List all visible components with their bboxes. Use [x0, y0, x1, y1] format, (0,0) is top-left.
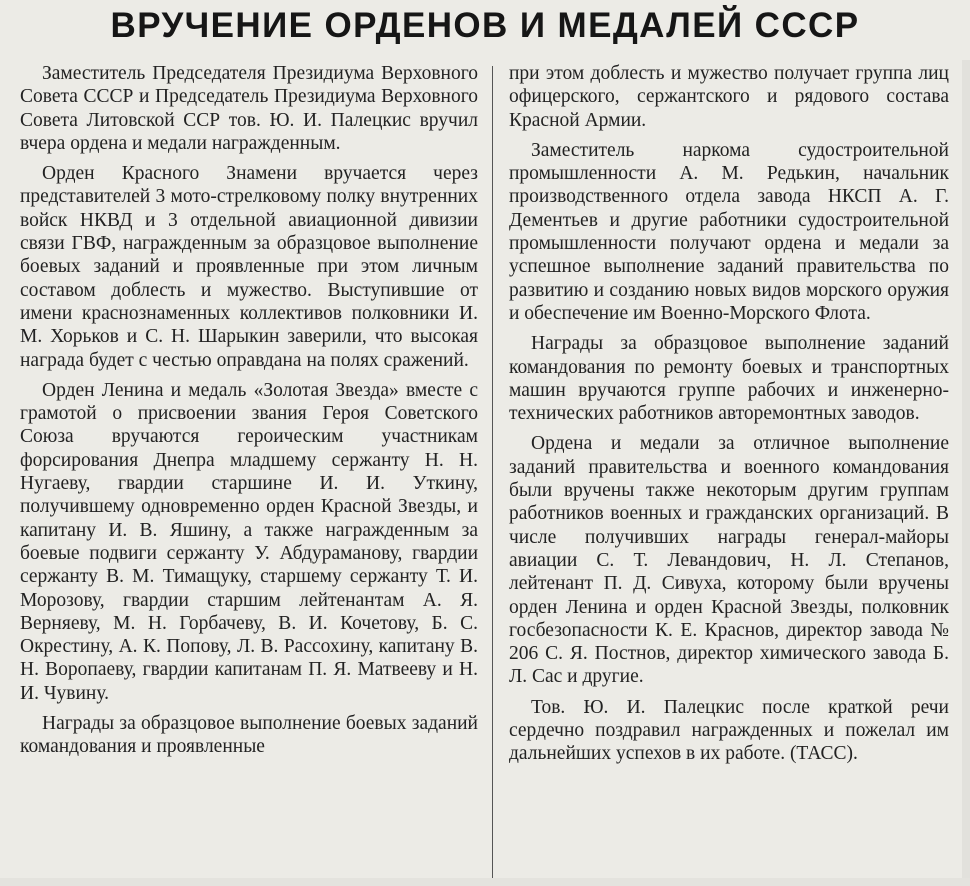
left-column — [20, 62, 478, 766]
paragraph: Ордена и медали за отличное выполнение заданий правительства и военного командования были вручены также некоторым другим группам работников военных и гражданских организаций. В числе получивших награды генерал-майоры авиации С. Т. Левандович, Н. Л. Степанов, лейтенант П. Д. Сивуха, которому были вручены орден Ленина и орден Красной Звезды, полковник госбезопасности К. Е. Краснов, директор завода № 206 С. Я. Постнов, директор химического завода Б. Л. Сас и другие. — [509, 433, 949, 688]
column-divider — [492, 66, 493, 878]
paragraph: Тов. Ю. И. Палецкис после краткой речи сердечно поздравил награжденных и пожелал им дальнейших успехов в их работе. (ТАСС). — [509, 696, 949, 765]
paragraph: при этом доблесть и мужество получает группа лиц офицерского, сержантского и рядового состава Красной Армии. — [509, 63, 949, 131]
right-column — [509, 62, 949, 773]
paragraph: Орден Красного Знамени вручается через представителей 3 мото-стрелковому полку внутренних войск НКВД и 3 отдельной авиационной дивизии связи ГВФ, награжденным за образцовое выполнение боевых заданий и проявленные при этом личным составом доблесть и мужество. Выступившие от имени краснознаменных коллективов полковники И. М. Хорьков и С. Н. Шарыкин заверили, что высокая награда будет с честью оправдана на полях сражений. — [20, 163, 478, 371]
paragraph: Заместитель Председателя Президиума Верховного Совета СССР и Председатель Президиума Верховного Совета Литовской ССР тов. Ю. И. Палецкис вручил вчера ордена и медали награжденным. — [20, 63, 478, 154]
article-headline: ВРУЧЕНИЕ ОРДЕНОВ И МЕДАЛЕЙ СССР — [110, 6, 860, 45]
paragraph: Заместитель наркома судостроительной промышленности А. М. Редькин, начальник производственного отдела завода НКСП А. Г. Дементьев и другие работники судостроительной промышленности получают ордена и медали за успешное выполнение заданий правительства по развитию и созданию новых видов морского оружия и обеспечение им Военно-Морского Флота. — [509, 139, 949, 324]
paragraph: Награды за образцовое выполнение заданий командования по ремонту боевых и транспортных машин вручаются группе рабочих и инженерно-технических работников авторемонтных заводов. — [509, 333, 949, 425]
paragraph: Орден Ленина и медаль «Золотая Звезда» вместе с грамотой о присвоении звания Героя Советского Союза вручаются героическим участникам форсирования Днепра младшему сержанту Н. Н. Нугаеву, гвардии старшине И. И. Уткину, получившему одновременно орден Красной Звезды, и капитану И. В. Яшину, а также награжденным за боевые подвиги сержанту У. Абдураманову, гвардии сержанту В. М. Тимащуку, старшему сержанту Т. И. Морозову, гвардии старшим лейтенантам А. Я. Верняеву, М. Н. Горбачеву, В. И. Кочетову, Б. С. Окрестину, А. К. Попову, Л. В. Рассохину, капитану В. Н. Воропаеву, гвардии капитанам П. Я. Матвееву и Н. И. Чувину. — [20, 379, 478, 704]
page-edge — [0, 878, 970, 886]
paragraph: Награды за образцовое выполнение боевых заданий командования и проявленные — [20, 713, 478, 758]
page-edge — [962, 60, 970, 886]
